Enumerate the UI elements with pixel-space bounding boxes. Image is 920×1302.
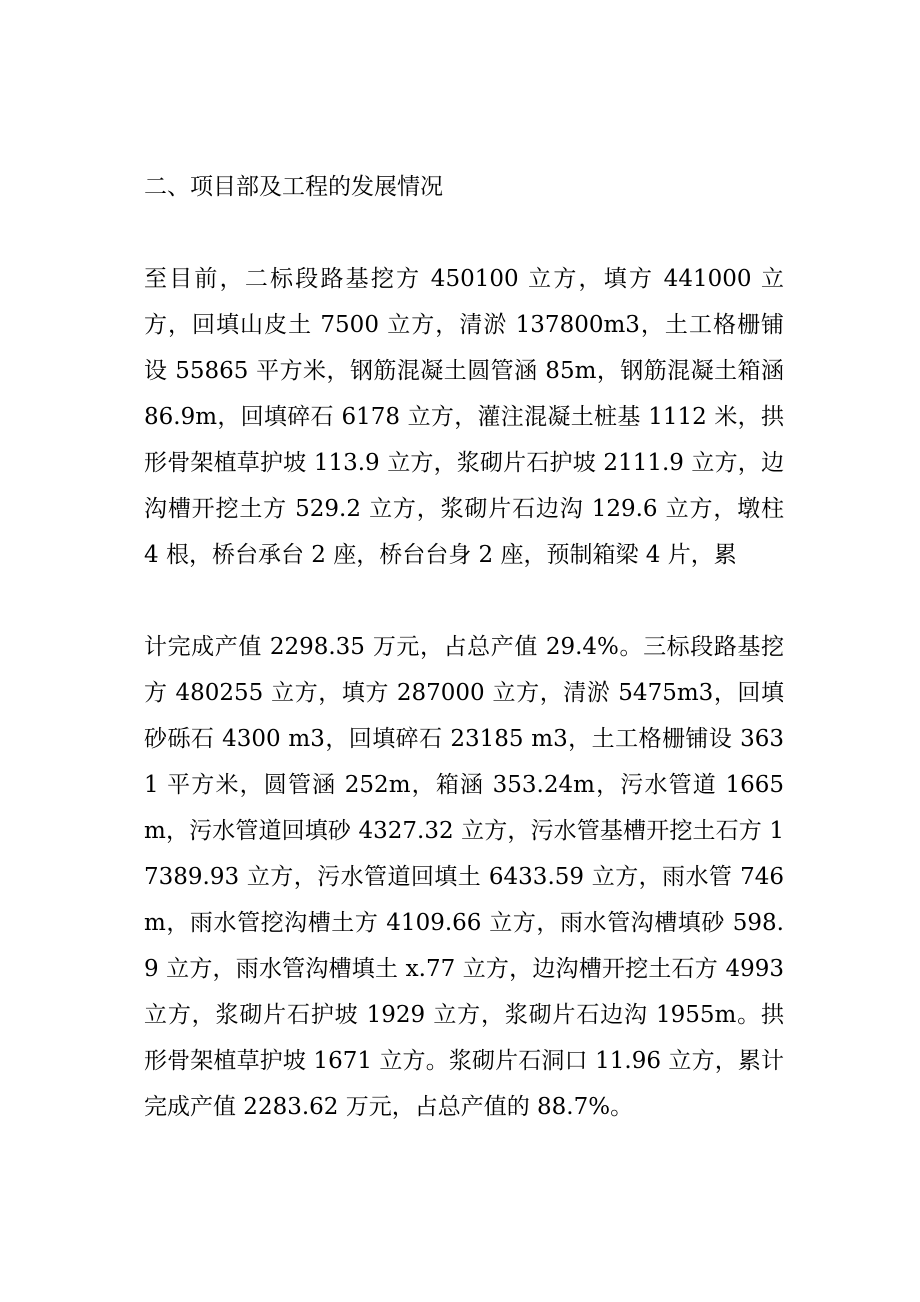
paragraph-section-two: 至目前，二标段路基挖方 450100 立方，填方 441000 立方，回填山皮土 7500 立方，清淤 137800m3，土工格栅铺设 55865 平方米，钢筋混凝土圆管涵 85m，钢筋混凝土箱涵 86.9m，回填碎石 6178 立方，灌注混凝土桩基 1112 米，拱形骨架植草护坡 113.9 立方，浆砌片石护坡 2111.9 立方，边沟槽开挖土方 529.2 立方，浆砌片石边沟 129.6 立方，墩柱 4 根，桥台承台 2 座，桥台台身 2 座，预制箱梁 4 片，累: [144, 266, 784, 568]
document-body: [144, 164, 784, 1130]
paragraph-section-three: 计完成产值 2298.35 万元，占总产值 29.4%。三标段路基挖方 480255 立方，填方 287000 立方，清淤 5475m3，回填砂砾石 4300 m3，回填碎石 23185 m3，土工格栅铺设 3631 平方米，圆管涵 252m，箱涵 353.24m，污水管道 1665m，污水管道回填砂 4327.32 立方，污水管基槽开挖土石方 17389.93 立方，污水管道回填土 6433.59 立方，雨水管 746m，雨水管挖沟槽土方 4109.66 立方，雨水管沟槽填砂 598.9 立方，雨水管沟槽填土 x.77 立方，边沟槽开挖土石方 4993 立方，浆砌片石护坡 1929 立方，浆砌片石边沟 1955m。拱形骨架植草护坡 1671 立方。浆砌片石洞口 11.96 立方，累计完成产值 2283.62 万元，占总产值的 88.7%。: [144, 634, 784, 1120]
section-heading: 二、项目部及工程的发展情况: [144, 174, 443, 200]
